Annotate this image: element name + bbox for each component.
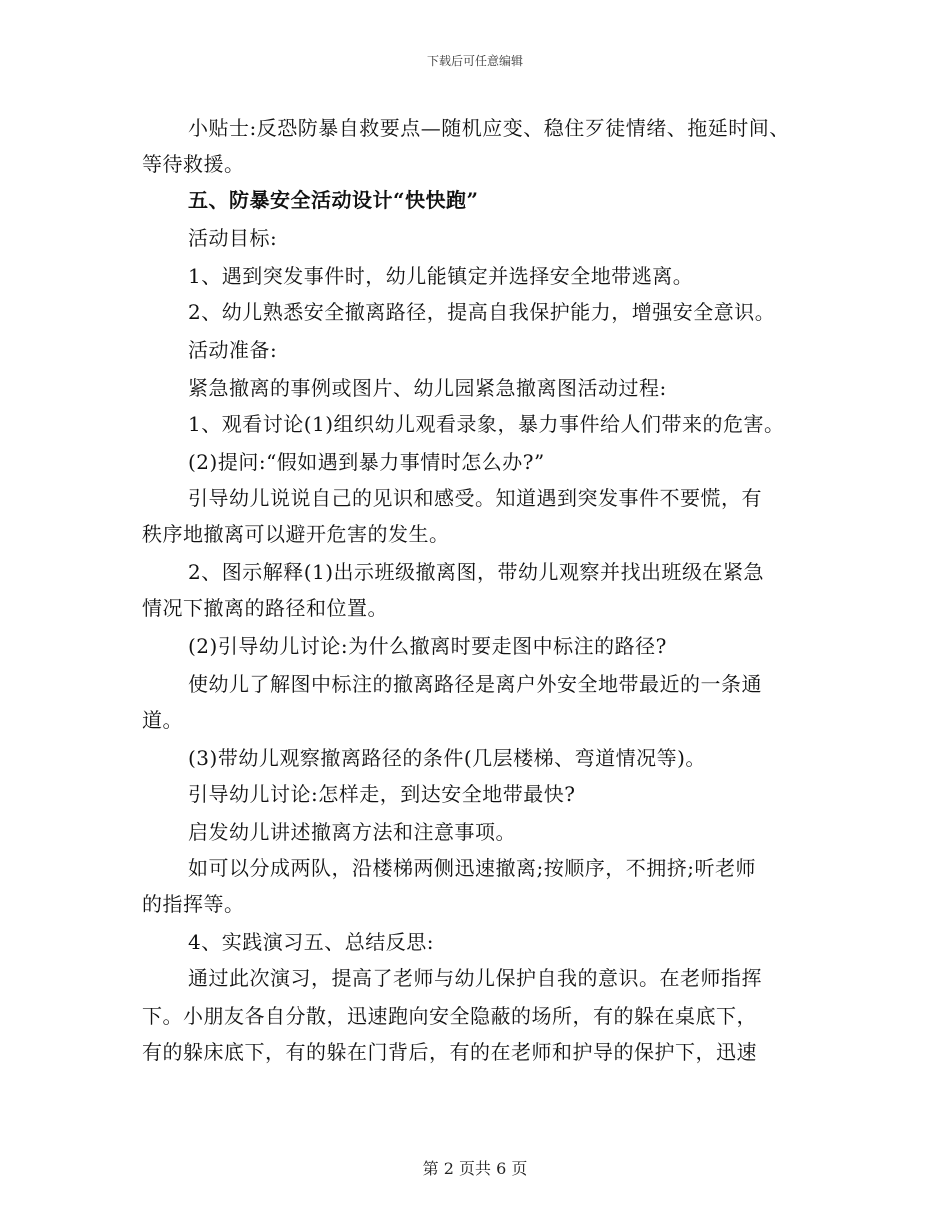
text-line: 启发幼儿讲述撤离方法和注意事项。 — [188, 820, 516, 844]
text-line: 活动目标: — [188, 226, 278, 250]
text-line: 如可以分成两队，沿楼梯两侧迅速撤离;按顺序，不拥挤;听老师 — [188, 856, 756, 880]
text-line: (2)提问:“假如遇到暴力事情时怎么办?” — [188, 450, 545, 474]
text-line: (3)带幼儿观察撤离路径的条件(几层楼梯、弯道情况等)。 — [188, 746, 706, 770]
text-line: 小贴士:反恐防暴自救要点—随机应变、稳住歹徒情绪、拖延时间、 — [188, 116, 790, 140]
text-line: 使幼儿了解图中标注的撤离路径是离户外安全地带最近的一条通 — [188, 672, 762, 696]
text-line: 的指挥等。 — [142, 892, 245, 916]
text-line: 1、观看讨论(1)组织幼儿观看录象，暴力事件给人们带来的危害。 — [188, 412, 785, 436]
text-line: 情况下撤离的路径和位置。 — [142, 596, 388, 620]
page-header: 下载后可任意编辑 — [426, 54, 523, 68]
text-line: (2)引导幼儿讨论:为什么撤离时要走图中标注的路径? — [188, 634, 667, 658]
text-line: 引导幼儿讨论:怎样走，到达安全地带最快? — [188, 782, 576, 806]
text-line: 紧急撤离的事例或图片、幼儿园紧急撤离图活动过程: — [188, 376, 667, 400]
text-line: 等待救援。 — [142, 152, 245, 176]
text-line: 有的躲床底下，有的躲在门背后，有的在老师和护导的保护下，迅速 — [142, 1040, 757, 1064]
text-line: 道。 — [142, 708, 183, 732]
text-line: 2、图示解释(1)出示班级撤离图，带幼儿观察并找出班级在紧急 — [188, 560, 765, 584]
text-line: 4、实践演习五、总结反思: — [188, 930, 434, 954]
text-line: 下。小朋友各自分散，迅速跑向安全隐蔽的场所，有的躲在桌底下， — [142, 1004, 757, 1028]
text-line: 秩序地撤离可以避开危害的发生。 — [142, 522, 450, 546]
text-line: 1、遇到突发事件时，幼儿能镇定并选择安全地带逃离。 — [188, 264, 694, 288]
text-line: 通过此次演习，提高了老师与幼儿保护自我的意识。在老师指挥 — [188, 966, 762, 990]
section-heading: 五、防暴安全活动设计“快快跑” — [188, 188, 479, 212]
text-line: 活动准备: — [188, 338, 278, 362]
page-number: 第 2 页共 6 页 — [422, 1159, 528, 1178]
text-line: 2、幼儿熟悉安全撤离路径，提高自我保护能力，增强安全意识。 — [188, 300, 776, 324]
text-line: 引导幼儿说说自己的见识和感受。知道遇到突发事件不要慌，有 — [188, 486, 762, 510]
